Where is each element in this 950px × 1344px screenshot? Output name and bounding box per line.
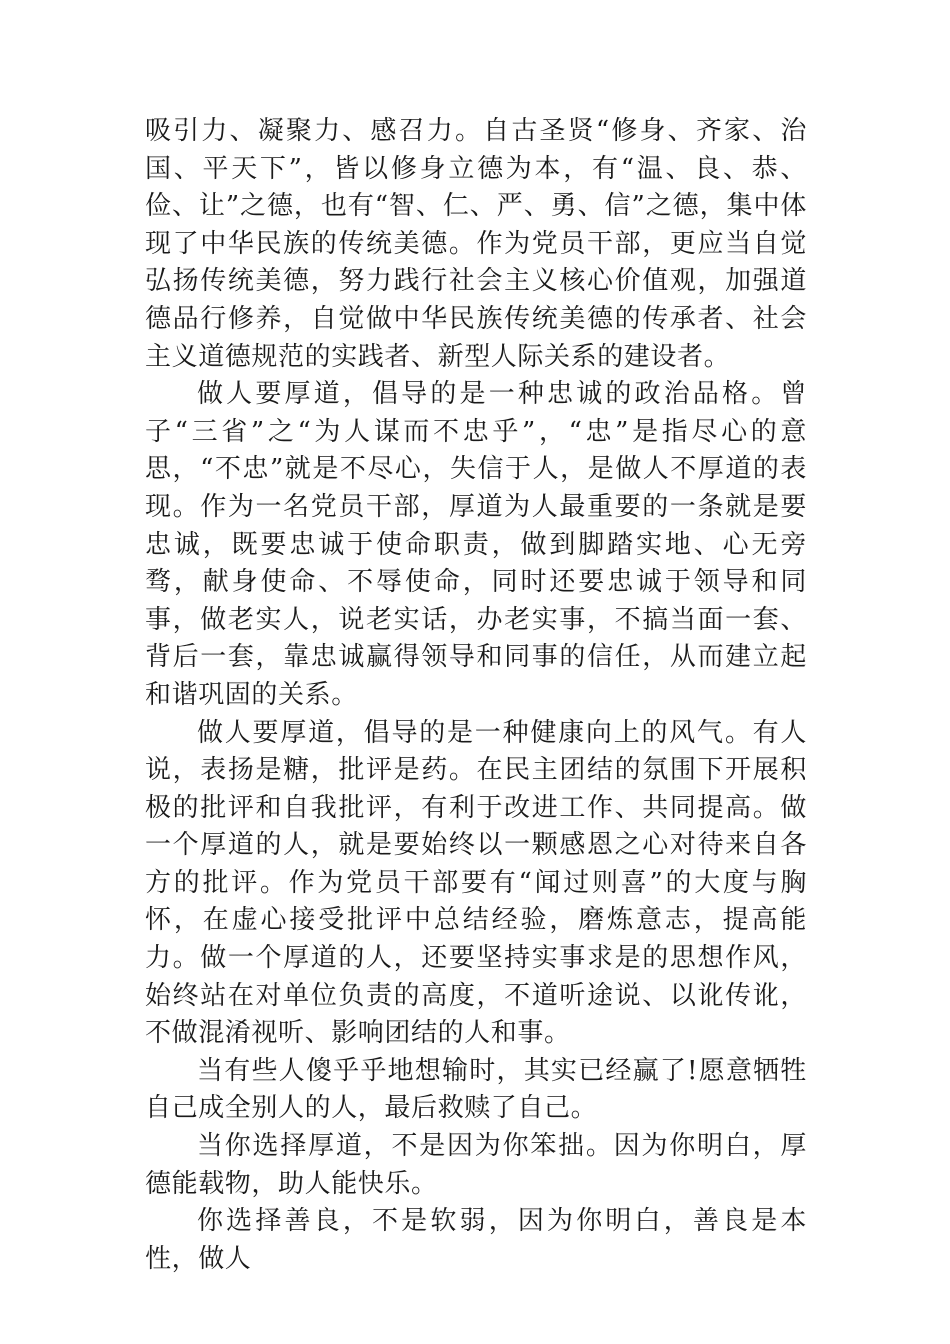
paragraph-4: 当有些人傻乎乎地想输时，其实已经赢了!愿意牺牲自己成全别人的人，最后救赎了自己。 <box>145 1055 807 1124</box>
paragraph-1: 吸引力、凝聚力、感召力。自古圣贤“修身、齐家、治国、平天下”，皆以修身立德为本，有“温、良、恭、俭、让”之德，也有“智、仁、严、勇、信”之德，集中体现了中华民族的传统美德。作为党员干部，更应当自觉弘扬传统美德，努力践行社会主义核心价值观，加强道德品行修养，自觉做中华民族传统美德的传承者、社会主义道德规范的实践者、新型人际关系的建设者。 <box>145 116 807 372</box>
paragraph-2: 做人要厚道，倡导的是一种忠诚的政治品格。曾子“三省”之“为人谋而不忠乎”，“忠”是指尽心的意思，“不忠”就是不尽心，失信于人，是做人不厚道的表现。作为一名党员干部，厚道为人最重要的一条就是要忠诚，既要忠诚于使命职责，做到脚踏实地、心无旁骛，献身使命、不辱使命，同时还要忠诚于领导和同事，做老实人，说老实话，办老实事，不搞当面一套、背后一套，靠忠诚赢得领导和同事的信任，从而建立起和谐巩固的关系。 <box>145 379 807 710</box>
paragraph-6: 你选择善良，不是软弱，因为你明白，善良是本性，做人 <box>145 1206 807 1274</box>
paragraph-3: 做人要厚道，倡导的是一种健康向上的风气。有人说，表扬是糖，批评是药。在民主团结的氛围下开展积极的批评和自我批评，有利于改进工作、共同提高。做一个厚道的人，就是要始终以一颗感恩之心对待来自各方的批评。作为党员干部要有“闻过则喜”的大度与胸怀，在虚心接受批评中总结经验，磨炼意志，提高能力。做一个厚道的人，还要坚持实事求是的思想作风，始终站在对单位负责的高度，不道听途说、以讹传讹，不做混淆视听、影响团结的人和事。 <box>145 717 807 1049</box>
document-page <box>145 113 807 1278</box>
paragraph-5: 当你选择厚道，不是因为你笨拙。因为你明白，厚德能载物，助人能快乐。 <box>145 1131 807 1199</box>
